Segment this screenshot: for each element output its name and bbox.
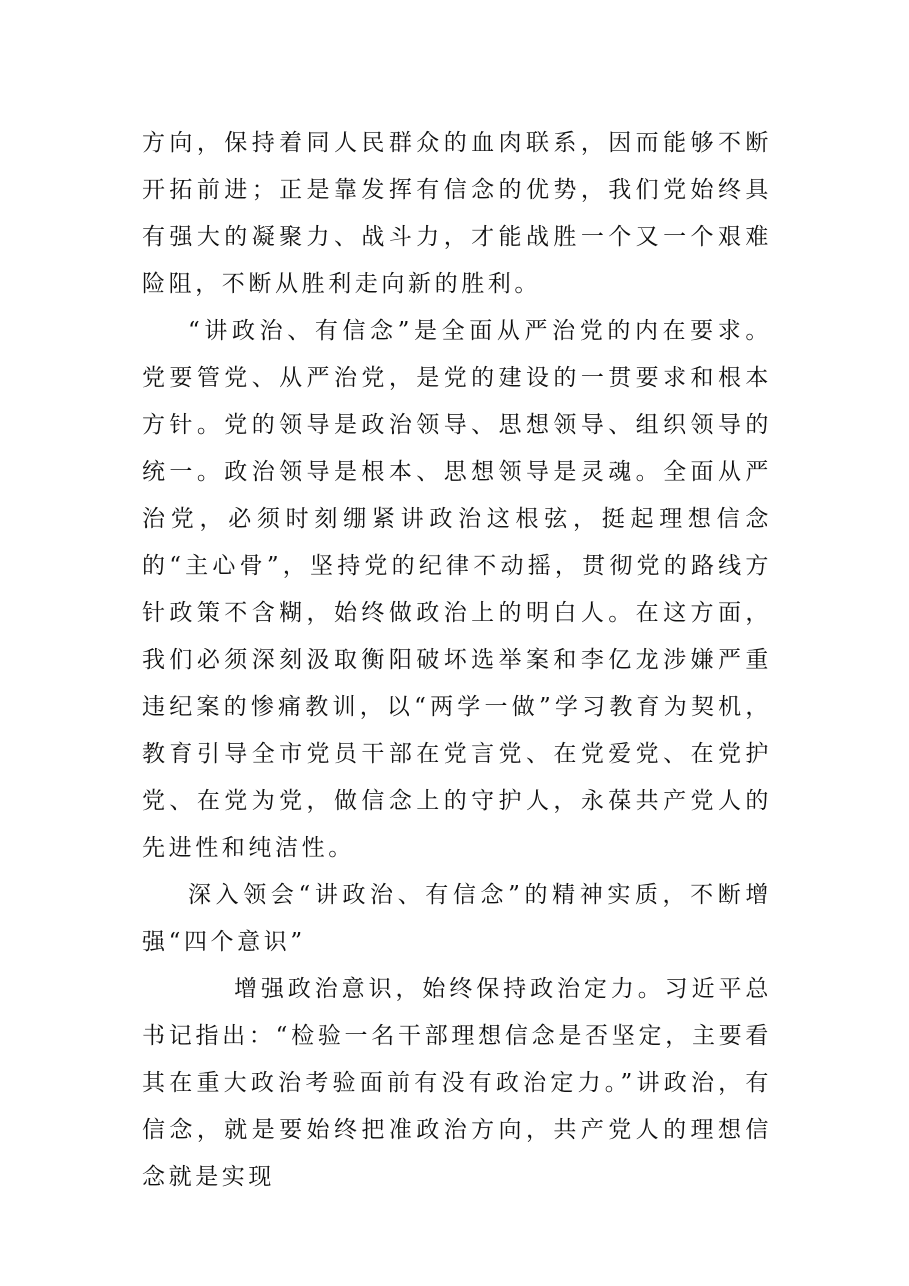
- paragraph-continuation: 方向，保持着同人民群众的血肉联系，因而能够不断开拓前进；正是靠发挥有信念的优势，我们党始终具有强大的凝聚力、战斗力，才能战胜一个又一个艰难险阻，不断从胜利走向新的胜利。: [142, 130, 772, 297]
- section-heading: 深入领会“讲政治、有信念”的精神实质，不断增强“四个意识”: [142, 882, 772, 955]
- paragraph-political-awareness: 增强政治意识，始终保持政治定力。习近平总书记指出：“检验一名干部理想信念是否坚定，主要看其在重大政治考验面前有没有政治定力。”讲政治，有信念，就是要始终把准政治方向，共产党人的理想信念就是实现: [142, 976, 772, 1190]
- document-body: [142, 120, 772, 1201]
- paragraph-strict-governance: “讲政治、有信念”是全面从严治党的内在要求。党要管党、从严治党，是党的建设的一贯要求和根本方针。党的领导是政治领导、思想领导、组织领导的统一。政治领导是根本、思想领导是灵魂。全面从严治党，必须时刻绷紧讲政治这根弦，挺起理想信念的“主心骨”，坚持党的纪律不动摇，贯彻党的路线方针政策不含糊，始终做政治上的明白人。在这方面，我们必须深刻汲取衡阳破坏选举案和李亿龙涉嫌严重违纪案的惨痛教训，以“两学一做”学习教育为契机，教育引导全市党员干部在党言党、在党爱党、在党护党、在党为党，做信念上的守护人，永葆共产党人的先进性和纯洁性。: [142, 318, 772, 861]
